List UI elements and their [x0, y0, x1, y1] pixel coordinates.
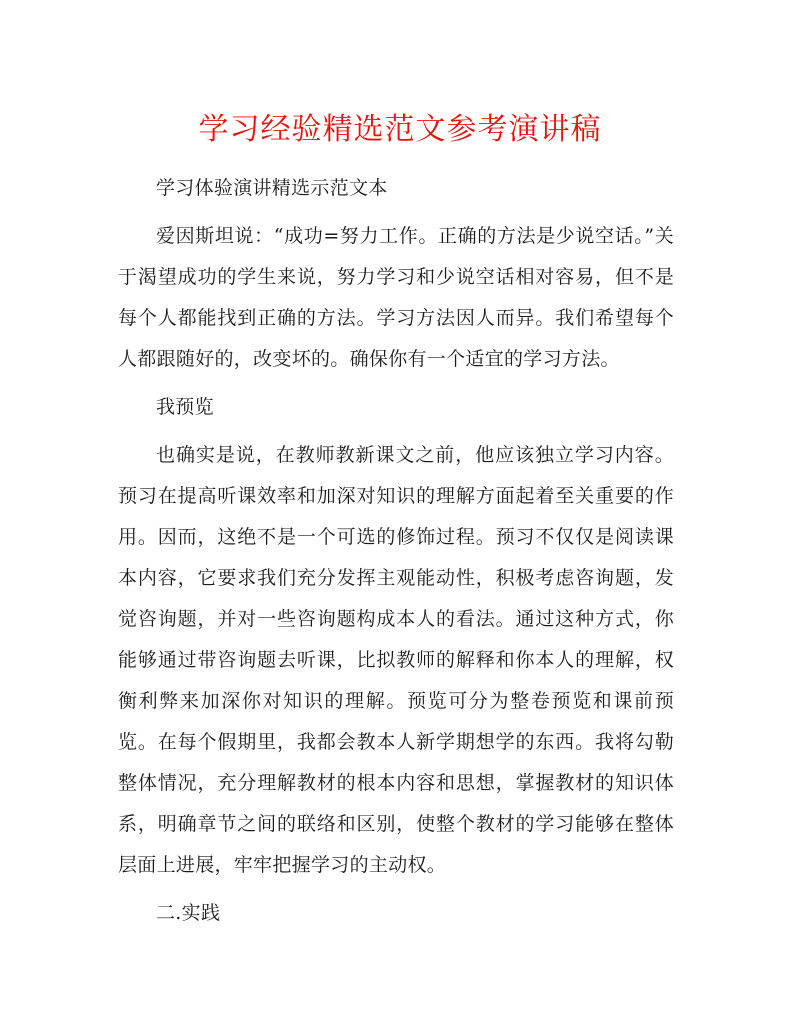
- subtitle-paragraph: 学习体验演讲精选示范文本: [156, 177, 388, 199]
- section-heading-practice: 二.实践: [156, 902, 221, 924]
- preview-paragraph: 也确实是说，在教师教新课文之前，他应该独立学习内容。预习在提高听课效率和加深对知识的理解方面起着至关重要的作用。因而，这绝不是一个可选的修饰过程。预习不仅仅是阅读课本内容，它要求我们充分发挥主观能动性，积极考虑咨询题，发觉咨询题，并对一些咨询题构成本人的看法。通过这种方式，你能够通过带咨询题去听课，比拟教师的解释和你本人的理解，权衡利弊来加深你对知识的理解。预览可分为整卷预览和课前预览。在每个假期里，我都会教本人新学期想学的东西。我将勾勒整体情况，充分理解教材的根本内容和思想，掌握教材的知识体系，明确章节之间的联络和区别，使整个教材的学习能够在整体层面上进展，牢牢把握学习的主动权。: [118, 444, 674, 876]
- document-title: 学习经验精选范文参考演讲稿: [198, 112, 602, 147]
- section-heading-preview: 我预览: [156, 396, 214, 418]
- intro-paragraph: 爱因斯坦说：“成功=努力工作。正确的方法是少说空话。”关于渴望成功的学生来说，努力学习和少说空话相对容易，但不是每个人都能找到正确的方法。学习方法因人而异。我们希望每个人都跟随好的，改变坏的。确保你有一个适宜的学习方法。: [118, 225, 674, 370]
- document-body: [118, 168, 674, 934]
